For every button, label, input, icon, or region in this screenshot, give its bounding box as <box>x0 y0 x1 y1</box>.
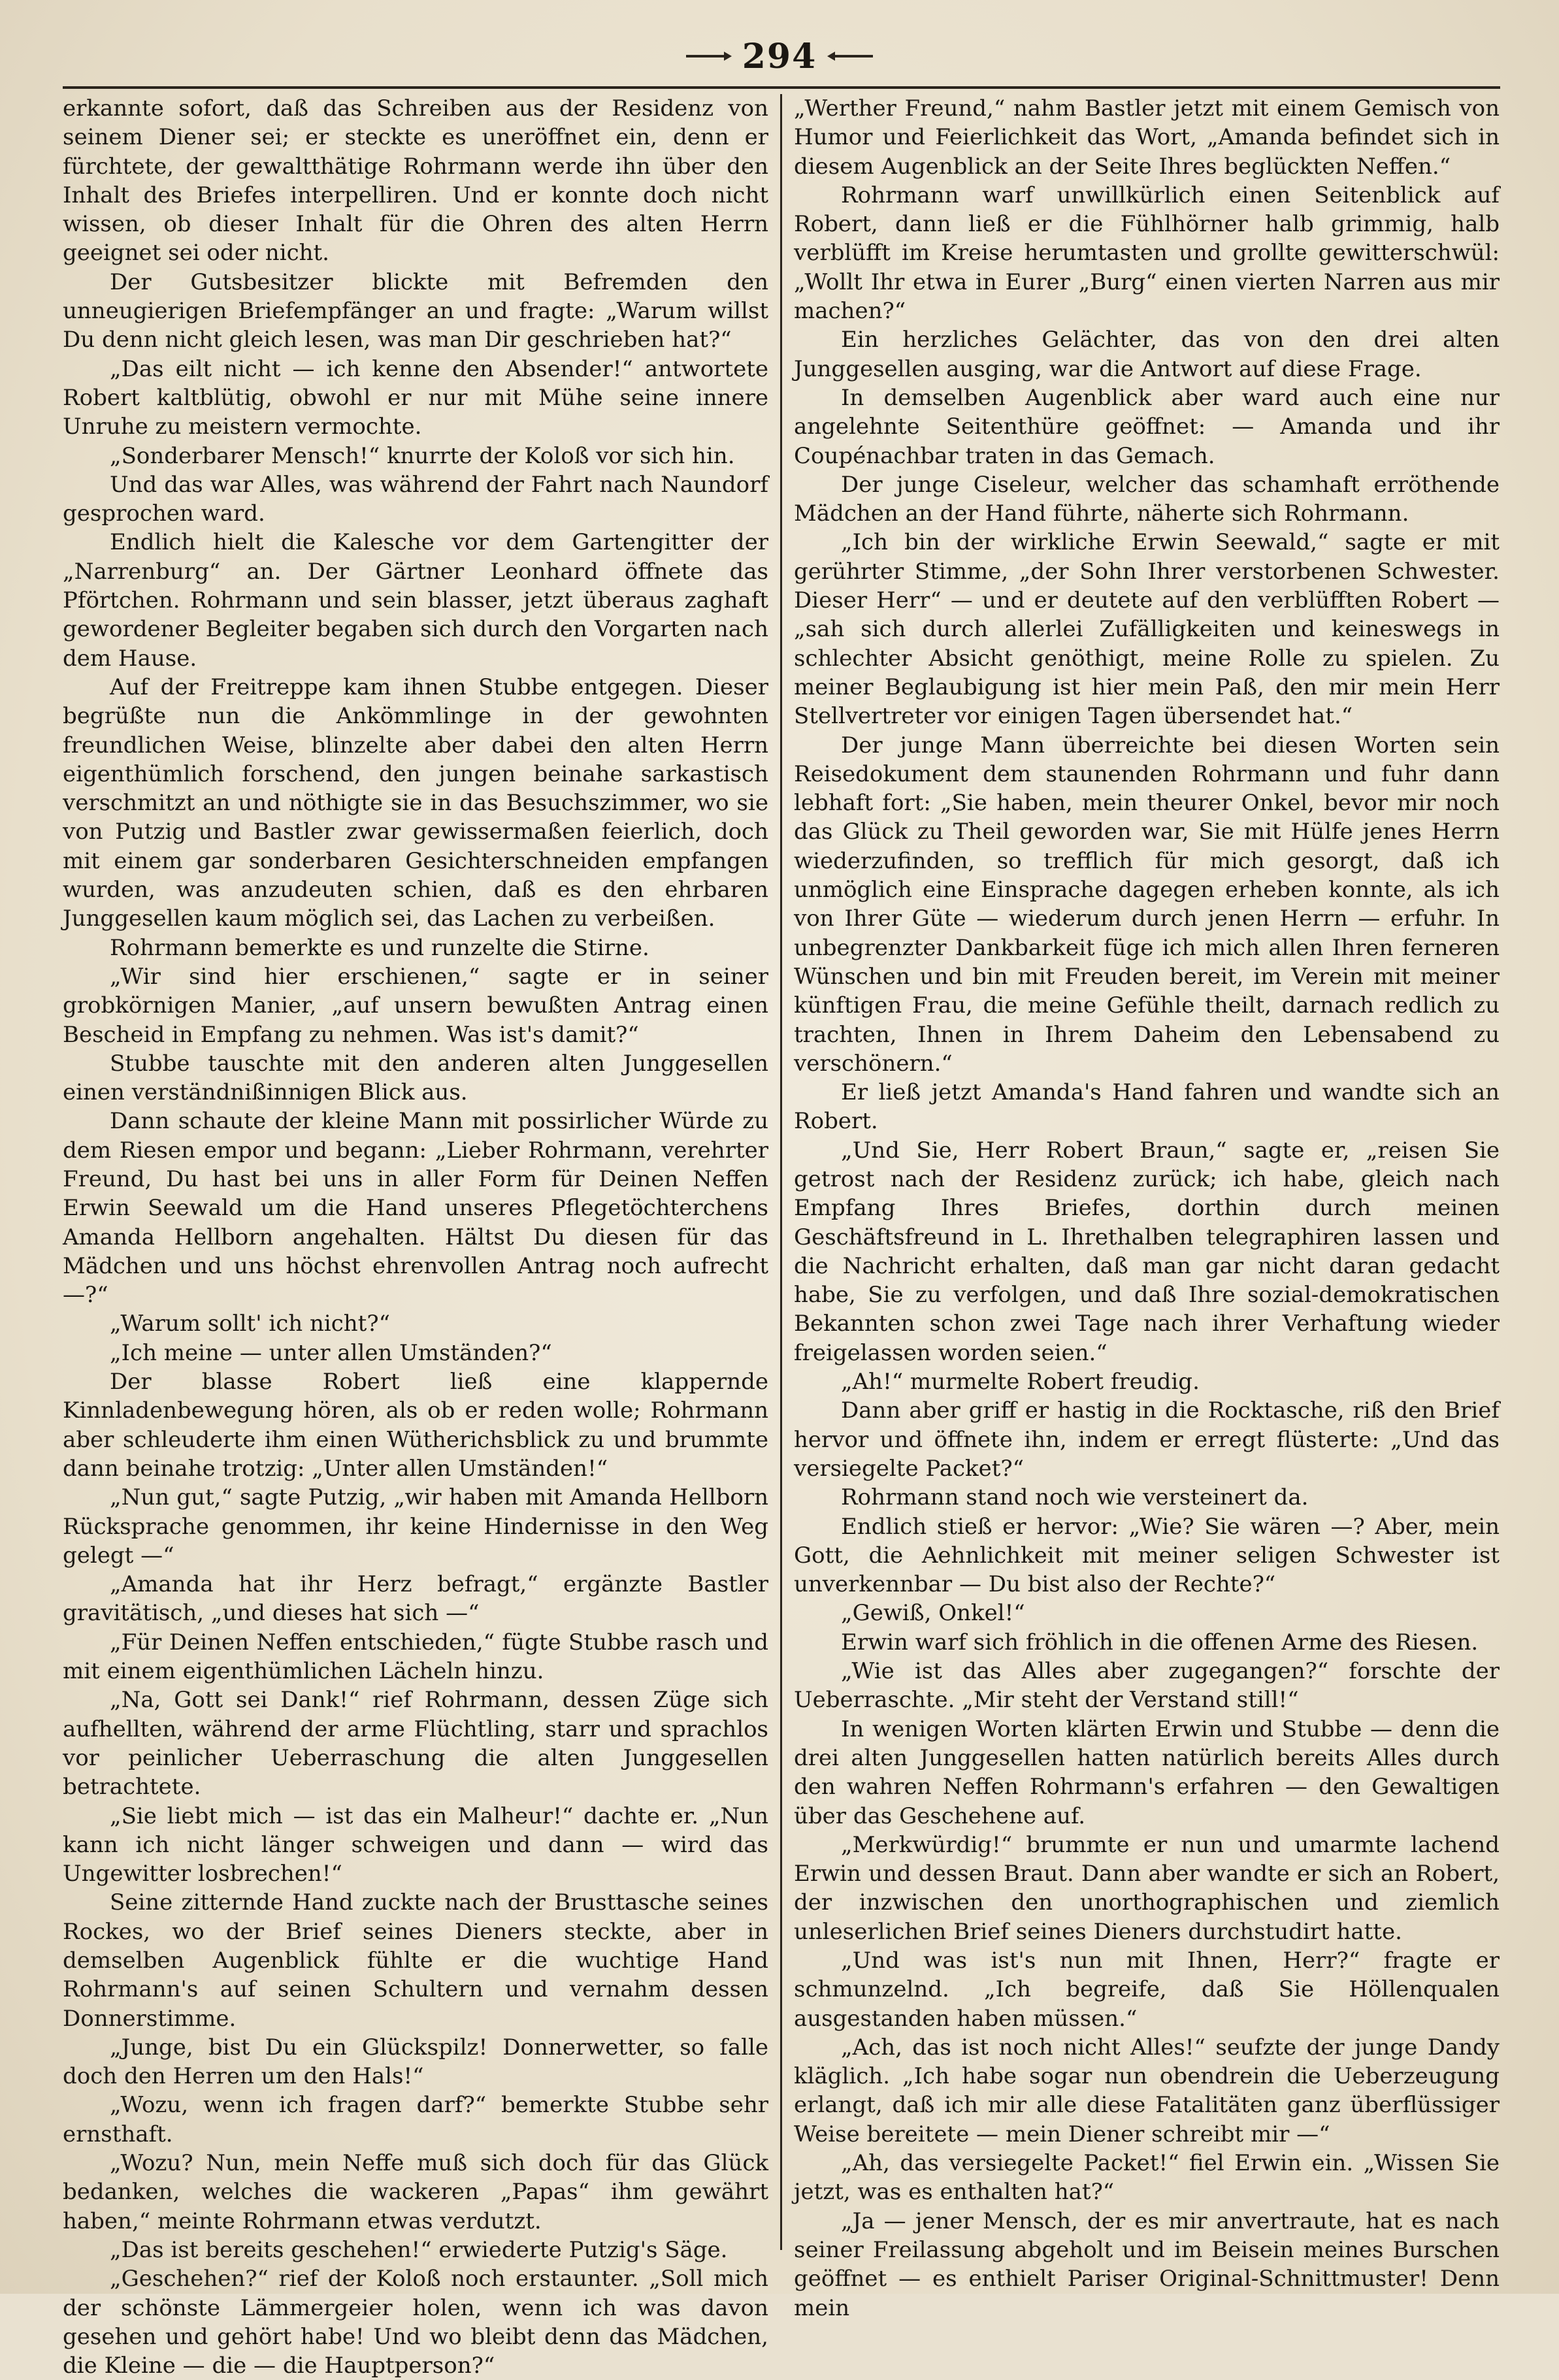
paragraph: „Sonderbarer Mensch!“ knurrte der Koloß vor sich hin. <box>110 442 735 469</box>
paragraph: „Das eilt nicht — ich kenne den Absender!“ antwortete Robert kaltblütig, obwohl er nur mit Mühe seine innere Unruhe zu meistern vermochte. <box>63 355 768 440</box>
paragraph: Auf der Freitreppe kam ihnen Stubbe entgegen. Dieser begrüßte nun die Ankömmlinge in der gewohnten freundlichen Weise, blinzelte aber dabei den alten Herrn eigenthümlich forschend, den jungen beinahe sarkastisch verschmitzt an und nöthigte sie in das Besuchszimmer, wo sie von Putzig und Bastler zwar gewissermaßen feierlich, doch mit einem gar sonderbaren Gesichterschneiden empfangen wurden, was anzudeuten schien, daß es den ehrbaren Junggesellen kaum möglich sei, das Lachen zu verbeißen. <box>63 674 768 932</box>
paragraph: In demselben Augenblick aber ward auch eine nur angelehnte Seitenthüre geöffnet: — Amanda und ihr Coupénachbar traten in das Gemach. <box>794 384 1500 469</box>
paragraph: „Wozu? Nun, mein Neffe muß sich doch für das Glück bedanken, welches die wackeren „Papas“ ihm gewährt haben,“ meinte Rohrmann etwas verdutzt. <box>63 2150 768 2234</box>
paragraph: Der junge Mann überreichte bei diesen Worten sein Reisedokument dem staunenden Rohrmann und fuhr dann lebhaft fort: „Sie haben, mein theurer Onkel, bevor mir noch das Glück zu Theil geworden war, Sie mit Hülfe jenes Herrn wiederzufinden, so trefflich für mich gesorgt, daß ich unmöglich eine Einsprache dagegen erheben konnte, als ich von Ihrer Güte — wiederum durch jenen Herrn — erfuhr. In unbegrenzter Dankbarkeit füge ich mich allen Ihren ferneren Wünschen und bin mit Freuden bereit, im Verein mit meiner künftigen Frau, die meine Gefühle theilt, darnach redlich zu trachten, Ihnen in Ihrem Daheim den Lebensabend zu verschönern.“ <box>794 732 1500 1077</box>
paragraph: Der blasse Robert ließ eine klappernde Kinnladenbewegung hören, als ob er reden wolle; Rohrmann aber schleuderte ihm einen Wütherichsblick zu und brummte dann beinahe trotzig: „Unter allen Umständen!“ <box>63 1369 768 1482</box>
paragraph: Rohrmann stand noch wie versteinert da. <box>841 1484 1309 1511</box>
paragraph: „Junge, bist Du ein Glückspilz! Donnerwetter, so falle doch den Herren um den Hals!“ <box>63 2034 768 2090</box>
paragraph: Er ließ jetzt Amanda's Hand fahren und wandte sich an Robert. <box>794 1079 1500 1135</box>
paragraph: „Warum sollt' ich nicht?“ <box>110 1311 390 1337</box>
paragraph: Der junge Ciseleur, welcher das schamhaft erröthende Mädchen an der Hand führte, näherte sich Rohrmann. <box>794 471 1500 527</box>
column-divider <box>780 94 782 2250</box>
paragraph: Seine zitternde Hand zuckte nach der Brusttasche seines Rockes, wo der Brief seines Dieners steckte, aber in demselben Augenblick fühlte er die wuchtige Hand Rohrmann's auf seinen Schultern und vernahm dessen Donnerstimme. <box>63 1889 768 2032</box>
paragraph: Ein herzliches Gelächter, das von den drei alten Junggesellen ausging, war die Antwort auf diese Frage. <box>794 327 1500 382</box>
paragraph: „Und Sie, Herr Robert Braun,“ sagte er, „reisen Sie getrost nach der Residenz zurück; ich habe, gleich nach Empfang Ihres Briefes, dorthin durch meinen Geschäftsfreund in L. Ihrethalben telegraphiren lassen und die Nachricht erhalten, daß man gar nicht daran gedacht habe, Sie zu verfolgen, und daß Ihre sozial-demokratischen Bekannten schon zwei Tage nach ihrer Verhaftung wieder freigelassen worden seien.“ <box>794 1137 1500 1366</box>
paragraph: „Das ist bereits geschehen!“ erwiederte Putzig's Säge. <box>110 2236 728 2263</box>
text-columns <box>63 94 1500 2379</box>
paragraph: „Amanda hat ihr Herz befragt,“ ergänzte Bastler gravitätisch, „und dieses hat sich —“ <box>63 1571 768 1627</box>
paragraph: Dann schaute der kleine Mann mit possirlicher Würde zu dem Riesen empor und begann: „Lieber Rohrmann, verehrter Freund, Du hast bei uns in aller Form für Deinen Neffen Erwin Seewald um die Hand unseres Pflegetöchterchens Amanda Hellborn angehalten. Hältst Du diesen für das Mädchen und uns höchst ehrenvollen Antrag noch aufrecht —?“ <box>63 1108 768 1309</box>
paragraph: In wenigen Worten klärten Erwin und Stubbe — denn die drei alten Junggesellen hatten natürlich bereits Alles durch den wahren Neffen Rohrmann's erfahren — den Gewaltigen über das Geschehene auf. <box>794 1716 1500 1829</box>
paragraph: „Ah, das versiegelte Packet!“ fiel Erwin ein. „Wissen Sie jetzt, was es enthalten hat?“ <box>794 2150 1500 2206</box>
paragraph: „Ah!“ murmelte Robert freudig. <box>841 1369 1200 1395</box>
paragraph: „Ich bin der wirkliche Erwin Seewald,“ sagte er mit gerührter Stimme, „der Sohn Ihrer verstorbenen Schwester. Dieser Herr“ — und er deutete auf den verblüfften Robert — „sah sich durch allerlei Zufälligkeiten und keineswegs in schlechter Absicht genöthigt, meine Rolle zu spielen. Zu meiner Beglaubigung ist hier mein Paß, den mir mein Herr Stellvertreter vor einigen Tagen übersendet hat.“ <box>794 529 1500 730</box>
left-column <box>63 94 768 2379</box>
paragraph: „Ja — jener Mensch, der es mir anvertraute, hat es nach seiner Freilassung abgeholt und im Beisein meines Burschen geöffnet — es enthielt Pariser Original-Schnittmuster! Denn mein <box>794 2208 1500 2321</box>
page-header <box>0 30 1559 82</box>
paragraph: Rohrmann warf unwillkürlich einen Seitenblick auf Robert, dann ließ er die Fühlhörner halb grimmig, halb verblüfft im Kreise herumtasten und grollte gewitterschwül: „Wollt Ihr etwa in Eurer „Burg“ einen vierten Narren aus mir machen?“ <box>794 182 1500 325</box>
paragraph: „Ach, das ist noch nicht Alles!“ seufzte der junge Dandy kläglich. „Ich habe sogar nun obendrein die Ueberzeugung erlangt, daß ich mir alle diese Fatalitäten ganz überflüssiger Weise bereitete — mein Diener schreibt mir —“ <box>794 2034 1500 2147</box>
paragraph: Erwin warf sich fröhlich in die offenen Arme des Riesen. <box>841 1629 1479 1655</box>
paragraph: „Wir sind hier erschienen,“ sagte er in seiner grobkörnigen Manier, „auf unsern bewußten Antrag einen Bescheid in Empfang zu nehmen. Was ist's damit?“ <box>63 963 768 1048</box>
paragraph: „Geschehen?“ rief der Koloß noch erstaunter. „Soll mich der schönste Lämmergeier holen, wenn ich was davon gesehen und gehört habe! Und wo bleibt denn das Mädchen, die Kleine — die — die Hauptperson?“ <box>63 2266 768 2379</box>
paragraph: „Wozu, wenn ich fragen darf?“ bemerkte Stubbe sehr ernsthaft. <box>63 2092 768 2147</box>
header-ornament-left <box>686 55 725 57</box>
paragraph: „Sie liebt mich — ist das ein Malheur!“ dachte er. „Nun kann ich nicht länger schweigen und dann — wird das Ungewitter losbrechen!“ <box>63 1802 768 1887</box>
paragraph: Der Gutsbesitzer blickte mit Befremden den unneugierigen Briefempfänger an und fragte: „Warum willst Du denn nicht gleich lesen, was man Dir geschrieben hat?“ <box>63 269 768 353</box>
header-rule <box>63 86 1500 89</box>
paragraph: „Gewiß, Onkel!“ <box>841 1600 1025 1627</box>
paragraph: erkannte sofort, daß das Schreiben aus der Residenz von seinem Diener sei; er steckte es uneröffnet ein, denn er fürchtete, der gewaltthätige Rohrmann werde ihn über den Inhalt des Briefes interpelliren. Und er konnte doch nicht wissen, ob dieser Inhalt für die Ohren des alten Herrn geeignet sei oder nicht. <box>63 95 768 267</box>
paragraph: Endlich stieß er hervor: „Wie? Sie wären —? Aber, mein Gott, die Aehnlichkeit mit meiner seligen Schwester ist unverkennbar — Du bist also der Rechte?“ <box>794 1513 1500 1598</box>
right-column <box>794 94 1500 2321</box>
paragraph: „Für Deinen Neffen entschieden,“ fügte Stubbe rasch und mit einem eigenthümlichen Lächeln hinzu. <box>63 1629 768 1685</box>
paragraph: „Merkwürdig!“ brummte er nun und umarmte lachend Erwin und dessen Braut. Dann aber wandte er sich an Robert, der inzwischen den unorthographischen und ziemlich unleserlichen Brief seines Dieners durchstudirt hatte. <box>794 1831 1500 1945</box>
paragraph: Und das war Alles, was während der Fahrt nach Naundorf gesprochen ward. <box>63 471 768 527</box>
paragraph: „Nun gut,“ sagte Putzig, „wir haben mit Amanda Hellborn Rücksprache genommen, ihr keine Hindernisse in den Weg gelegt —“ <box>63 1484 768 1569</box>
header-ornament-right <box>834 55 873 57</box>
paragraph: „Und was ist's nun mit Ihnen, Herr?“ fragte er schmunzelnd. „Ich begreife, daß Sie Höllenqualen ausgestanden haben müssen.“ <box>794 1948 1500 2032</box>
paragraph: „Na, Gott sei Dank!“ rief Rohrmann, dessen Züge sich aufhellten, während der arme Flüchtling, starr und sprachlos vor peinlicher Ueberraschung die alten Junggesellen betrachtete. <box>63 1687 768 1801</box>
paragraph: „Wie ist das Alles aber zugegangen?“ forschte der Ueberraschte. „Mir steht der Verstand still!“ <box>794 1658 1500 1714</box>
paragraph: „Ich meine — unter allen Umständen?“ <box>110 1339 552 1366</box>
paragraph: Stubbe tauschte mit den anderen alten Junggesellen einen verständnißinnigen Blick aus. <box>63 1050 768 1106</box>
paragraph: „Werther Freund,“ nahm Bastler jetzt mit einem Gemisch von Humor und Feierlichkeit das Wort, „Amanda befindet sich in diesem Augenblick an der Seite Ihres beglückten Neffen.“ <box>794 95 1500 180</box>
paragraph: Dann aber griff er hastig in die Rocktasche, riß den Brief hervor und öffnete ihn, indem er erregt flüsterte: „Und das versiegelte Packet?“ <box>794 1397 1500 1482</box>
page-number: 294 <box>742 36 817 76</box>
paragraph: Rohrmann bemerkte es und runzelte die Stirne. <box>110 934 649 961</box>
paragraph: Endlich hielt die Kalesche vor dem Gartengitter der „Narrenburg“ an. Der Gärtner Leonhard öffnete das Pförtchen. Rohrmann und sein blasser, jetzt überaus zaghaft gewordener Begleiter begaben sich durch den Vorgarten nach dem Hause. <box>63 529 768 672</box>
